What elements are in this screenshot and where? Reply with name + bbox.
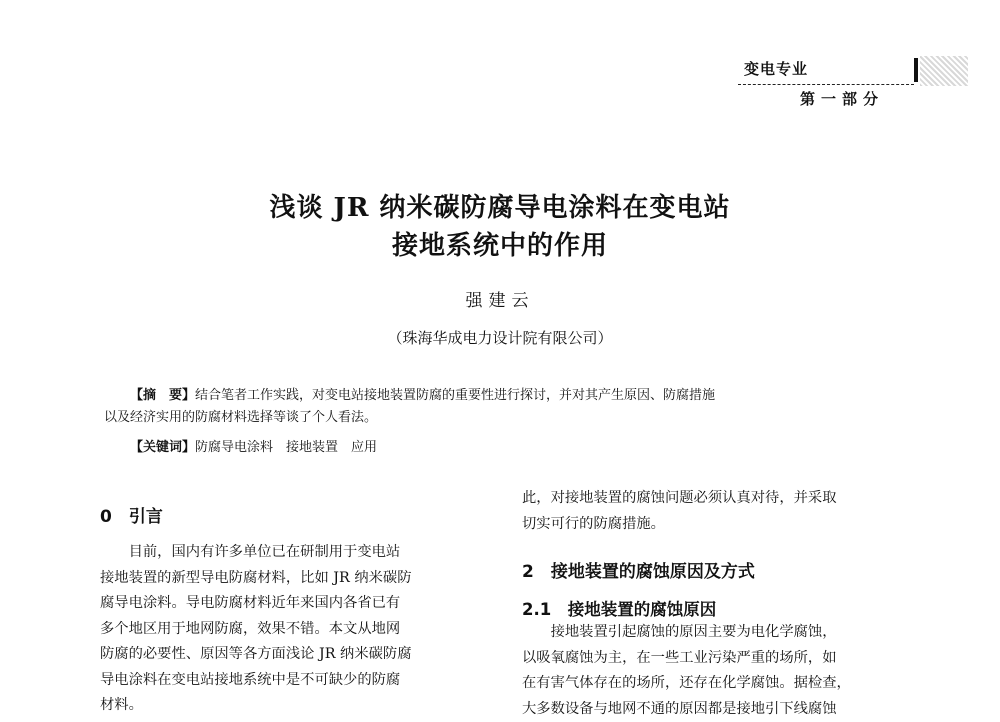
left-line-7: 材料。 (100, 693, 488, 719)
left-line-6: 导电涂料在变电站接地系统中是不可缺少的防腐 (100, 668, 488, 694)
right-body-line-2: 以吸氧腐蚀为主，在一些工业污染严重的场所，如 (522, 646, 914, 672)
left-line-1: 目前，国内有许多单位已在研制用于变电站 (100, 540, 488, 566)
right-body-line-4: 大多数设备与地网不通的原因都是接地引下线腐蚀 (522, 697, 914, 722)
right-body-line-1: 接地装置引起腐蚀的原因主要为电化学腐蚀， (522, 620, 914, 646)
paper-title-line1: 浅谈 JR 纳米碳防腐导电涂料在变电站 (0, 187, 1000, 224)
left-line-2: 接地装置的新型导电防腐材料，比如 JR 纳米碳防 (100, 566, 488, 592)
paper-title-line2: 接地系统中的作用 (0, 225, 1000, 262)
running-header-part: 第一部分 (800, 88, 884, 109)
abstract-label: 【摘 要】 (130, 388, 195, 403)
section-2-1-heading: 2.1 接地装置的腐蚀原因 (522, 596, 716, 620)
author-name: 强建云 (0, 286, 1000, 311)
header-dashed-rule (738, 84, 914, 85)
left-line-5: 防腐的必要性、原因等各方面浅论 JR 纳米碳防腐 (100, 642, 488, 668)
header-vertical-bar (914, 58, 918, 82)
right-intro-line-2: 切实可行的防腐措施。 (522, 512, 914, 538)
keywords-text: 防腐导电涂料 接地装置 应用 (195, 440, 377, 455)
keywords-label: 【关键词】 (130, 440, 195, 455)
abstract-line1 (104, 386, 914, 406)
keywords (130, 436, 377, 455)
running-header-category: 变电专业 (744, 58, 808, 79)
abstract-text-1: 结合笔者工作实践，对变电站接地装置防腐的重要性进行探讨，并对其产生原因、防腐措施 (195, 388, 715, 403)
left-line-4: 多个地区用于地网防腐，效果不错。本文从地网 (100, 617, 488, 643)
left-column-body (100, 540, 488, 719)
header-decoration (920, 56, 968, 86)
section-2-heading: 2 接地装置的腐蚀原因及方式 (522, 557, 755, 582)
author-affiliation: （珠海华成电力设计院有限公司） (0, 327, 1000, 348)
right-body-line-3: 在有害气体存在的场所，还存在化学腐蚀。据检查， (522, 671, 914, 697)
left-line-3: 腐导电涂料。导电防腐材料近年来国内各省已有 (100, 591, 488, 617)
section-0-heading: 0 引言 (100, 502, 163, 527)
right-column-intro (522, 486, 914, 537)
abstract-line2: 以及经济实用的防腐材料选择等谈了个人看法。 (104, 408, 914, 428)
right-intro-line-1: 此，对接地装置的腐蚀问题必须认真对待，并采取 (522, 486, 914, 512)
right-column-body (522, 620, 914, 722)
